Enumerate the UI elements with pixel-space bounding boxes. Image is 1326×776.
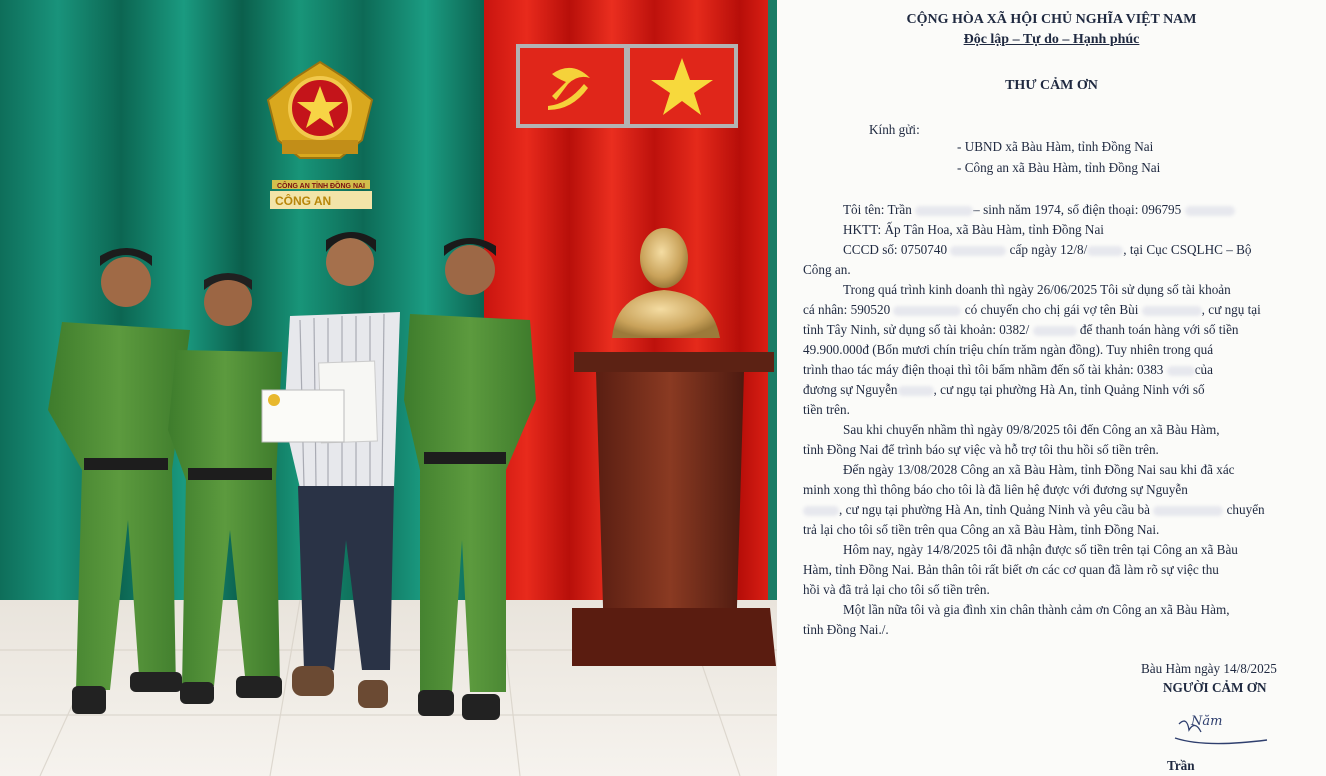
body-line: minh xong thì thông báo cho tôi là đã liên hệ được với đương sự Nguyễn [803, 482, 1188, 497]
body-line: tỉnh Đồng Nai./. [803, 622, 889, 637]
body-line: Tôi tên: Trần – sinh năm 1974, số điện thoại: 096795 [843, 202, 1235, 218]
body-line: cá nhân: 590520 có chuyển cho chị gái vợ tên Bùi , cư ngụ tại [803, 302, 1261, 317]
signature [1169, 708, 1279, 748]
body-line: Hàm, tỉnh Đồng Nai. Bản thân tôi rất biết ơn các cơ quan đã làm rõ sự việc thu [803, 562, 1219, 577]
body-line: , cư ngụ tại phường Hà An, tỉnh Quảng Ninh và yêu cầu bà chuyển [803, 502, 1265, 518]
body-line: hồi và đã trả lại cho tôi số tiền trên. [803, 582, 990, 597]
signature-text: Năm [1191, 714, 1223, 729]
body-line: Trong quá trình kinh doanh thì ngày 26/06/2025 Tôi sử dụng số tài khoản [843, 282, 1231, 297]
place-date: Bàu Hàm ngày 14/8/2025 [1141, 661, 1277, 676]
document-title: THƯ CẢM ƠN [1005, 78, 1098, 93]
body-line: trả lại cho tôi số tiền trên qua Công an xã Bàu Hàm, tỉnh Đồng Nai. [803, 522, 1160, 537]
body-line: tiền trên. [803, 402, 850, 417]
signer-name: Trần [1167, 758, 1195, 773]
recipient-2: - Công an xã Bàu Hàm, tỉnh Đồng Nai [957, 160, 1161, 175]
body-line: Hôm nay, ngày 14/8/2025 tôi đã nhận được số tiền trên tại Công an xã Bàu [843, 542, 1238, 557]
emblem-caption-2: CÔNG AN [275, 194, 332, 208]
body-line: trình thao tác máy điện thoại thì tôi bấm nhầm đến số tài khản: 0383 của [803, 362, 1213, 377]
body-line: Sau khi chuyển nhầm thì ngày 09/8/2025 tôi đến Công an xã Bàu Hàm, [843, 422, 1220, 437]
recipient-1: - UBND xã Bàu Hàm, tỉnh Đồng Nai [957, 139, 1154, 154]
body-line: CCCD số: 0750740 cấp ngày 12/8/ , tại Cục CSQLHC – Bộ [843, 242, 1252, 257]
thank-you-letter [777, 0, 1326, 776]
body-line: 49.900.000đ (Bốn mươi chín triệu chín trăm ngàn đồng). Tuy nhiên trong quá [803, 342, 1214, 357]
signature-scribble [1169, 708, 1279, 748]
salutation: Kính gửi: [869, 122, 920, 137]
national-title: CỘNG HÒA XÃ HỘI CHỦ NGHĨA VIỆT NAM [906, 12, 1197, 27]
signer-title: NGƯỜI CẢM ƠN [1163, 680, 1267, 695]
body-line: tỉnh Tây Ninh, sử dụng số tài khoản: 0382/ để thanh toán hàng với số tiền [803, 322, 1239, 337]
emblem-caption-1: CÔNG AN TỈNH ĐỒNG NAI [276, 183, 366, 190]
body-line: Công an. [803, 262, 851, 277]
body-line: Một lần nữa tôi và gia đình xin chân thành cảm ơn Công an xã Bàu Hàm, [843, 602, 1230, 617]
body-line: Đến ngày 13/08/2028 Công an xã Bàu Hàm, tỉnh Đồng Nai sau khi đã xác [843, 462, 1235, 477]
body-line: tỉnh Đồng Nai để trình báo sự việc và hỗ trợ tôi thu hồi số tiền trên. [803, 442, 1159, 457]
body-line: HKTT: Ấp Tân Hoa, xã Bàu Hàm, tỉnh Đồng Nai [843, 222, 1104, 237]
party-and-national-flags [516, 44, 738, 128]
body-line: đương sự Nguyễn , cư ngụ tại phường Hà An, tỉnh Quảng Ninh với số [803, 382, 1205, 397]
national-motto: Độc lập – Tự do – Hạnh phúc [963, 32, 1140, 47]
